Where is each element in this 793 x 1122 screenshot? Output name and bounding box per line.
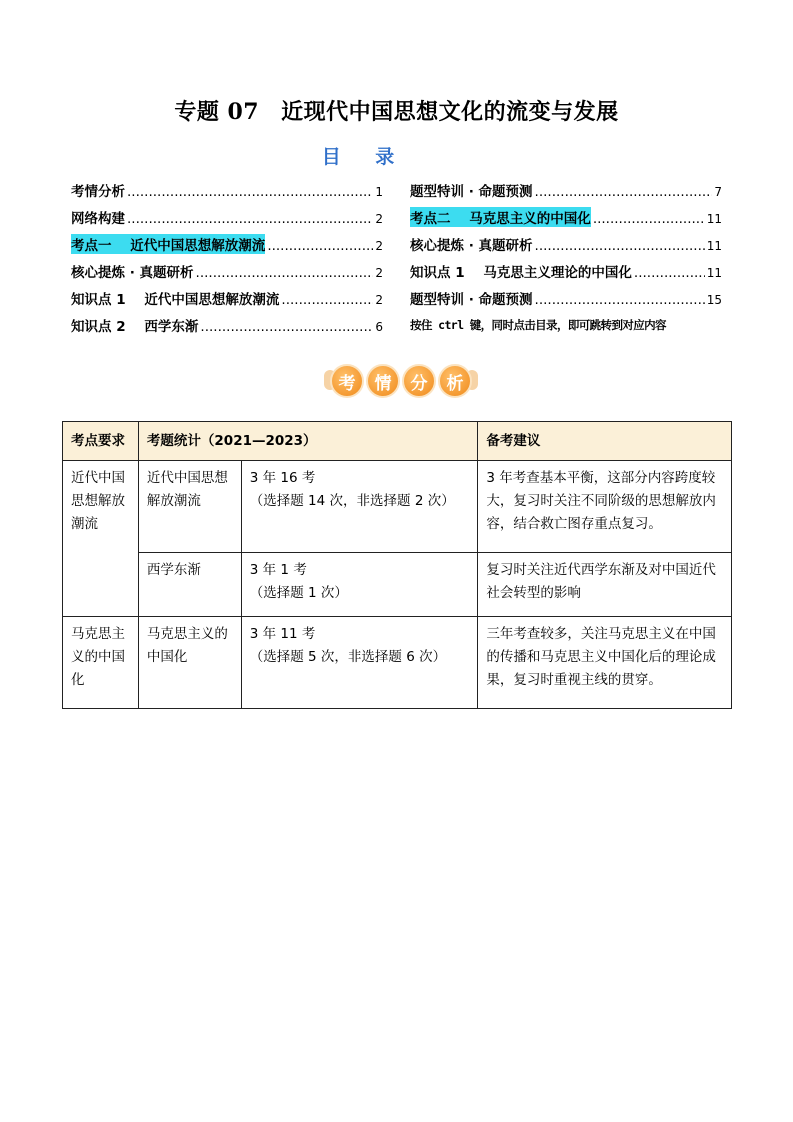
toc-leader-dots <box>535 184 713 200</box>
toc-heading: 目 录 <box>321 146 409 168</box>
toc-entry-page: 11 <box>706 266 722 280</box>
toc-right-column <box>410 180 722 342</box>
toc-entry-label: 网络构建 <box>71 211 125 227</box>
toc-leader-dots <box>535 292 705 308</box>
toc-entry[interactable] <box>71 288 383 315</box>
toc-entry-page: 2 <box>375 239 383 253</box>
toc-leader-dots <box>281 292 373 308</box>
topic-cell: 马克思主义的中国化 <box>138 617 241 709</box>
toc-navigation-hint: 按住 ctrl 键，同时点击目录，即可跳转到对应内容 <box>410 318 666 332</box>
requirement-cell: 近代中国思想解放潮流 <box>63 461 139 617</box>
stat-count: 3 年 1 考 <box>249 562 307 578</box>
topic-cell: 近代中国思想解放潮流 <box>138 461 241 553</box>
document-title <box>0 95 793 126</box>
toc-entry[interactable] <box>71 261 383 288</box>
toc-entry-label: 知识点 1 近代中国思想解放潮流 <box>71 292 280 308</box>
advice-cell: 3 年考查基本平衡，这部分内容跨度较大，复习时关注不同阶级的思想解放内容，结合救亡图存重点复习。 <box>478 461 732 553</box>
statistics-cell <box>241 553 478 617</box>
toc-leader-dots <box>593 211 705 227</box>
header-advice: 备考建议 <box>478 422 732 461</box>
statistics-cell <box>241 461 478 553</box>
stat-breakdown: （选择题 5 次，非选择题 6 次） <box>249 649 447 665</box>
toc-leader-dots <box>634 265 705 281</box>
toc-entry[interactable] <box>410 234 722 261</box>
toc-entry-highlighted[interactable] <box>71 234 383 261</box>
toc-entry-label: 知识点 2 西学东渐 <box>71 319 199 335</box>
title-topic-name: 近现代中国思想文化的流变与发展 <box>281 99 619 125</box>
toc-leader-dots <box>127 184 373 200</box>
banner-char: 考 <box>330 364 364 398</box>
toc-entry[interactable] <box>410 288 722 315</box>
requirement-cell: 马克思主义的中国化 <box>63 617 139 709</box>
banner-char: 分 <box>402 364 436 398</box>
toc-leader-dots <box>267 238 373 254</box>
toc-entry-label: 考点一 近代中国思想解放潮流 <box>71 234 265 254</box>
stat-count: 3 年 11 考 <box>249 626 316 642</box>
toc-entry-label: 题型特训 · 命题预测 <box>410 184 533 200</box>
toc-entry[interactable] <box>71 207 383 234</box>
title-topic-number: 专题 07 <box>174 99 260 125</box>
header-statistics: 考题统计（2021—2023） <box>138 422 477 461</box>
toc-entry[interactable] <box>410 261 722 288</box>
toc-entry-page: 6 <box>375 320 383 334</box>
toc-entry-page: 11 <box>706 239 722 253</box>
table-header-row <box>63 422 732 461</box>
toc-entry-label: 知识点 1 马克思主义理论的中国化 <box>410 265 632 281</box>
stat-breakdown: （选择题 1 次） <box>249 585 348 601</box>
toc-entry[interactable] <box>71 180 383 207</box>
table-row <box>63 553 732 617</box>
toc-entry-label: 核心提炼 · 真题研析 <box>71 265 194 281</box>
toc-entry-page: 1 <box>375 185 383 199</box>
header-requirement: 考点要求 <box>63 422 139 461</box>
banner-char: 析 <box>438 364 472 398</box>
toc-entry[interactable] <box>71 315 383 342</box>
toc-entry-label: 核心提炼 · 真题研析 <box>410 238 533 254</box>
toc-entry-page: 2 <box>375 293 383 307</box>
table-row <box>63 461 732 553</box>
statistics-cell <box>241 617 478 709</box>
toc-entry-label: 考情分析 <box>71 184 125 200</box>
toc-entry-highlighted[interactable] <box>410 207 722 234</box>
section-banner-exam-analysis <box>330 364 472 398</box>
advice-cell: 复习时关注近代西学东渐及对中国近代社会转型的影响 <box>478 553 732 617</box>
toc-leader-dots <box>535 238 705 254</box>
topic-cell: 西学东渐 <box>138 553 241 617</box>
toc-entry-label: 题型特训 · 命题预测 <box>410 292 533 308</box>
toc-leader-dots <box>127 211 373 227</box>
toc-entry-label: 考点二 马克思主义的中国化 <box>410 207 591 227</box>
toc-entry-page: 2 <box>375 212 383 226</box>
advice-cell: 三年考查较多，关注马克思主义在中国的传播和马克思主义中国化后的理论成果，复习时重视主线的贯穿。 <box>478 617 732 709</box>
toc-entry-page: 7 <box>714 185 722 199</box>
toc-entry-page: 15 <box>706 293 722 307</box>
toc-entry[interactable] <box>410 180 722 207</box>
exam-analysis-table <box>62 421 732 709</box>
table-row <box>63 617 732 709</box>
stat-breakdown: （选择题 14 次，非选择题 2 次） <box>249 493 455 509</box>
toc-entry-page: 2 <box>375 266 383 280</box>
toc-left-column <box>71 180 383 342</box>
toc-leader-dots <box>196 265 374 281</box>
toc-leader-dots <box>200 319 373 335</box>
toc-entry-page: 11 <box>706 212 722 226</box>
banner-char: 情 <box>366 364 400 398</box>
stat-count: 3 年 16 考 <box>249 470 316 486</box>
